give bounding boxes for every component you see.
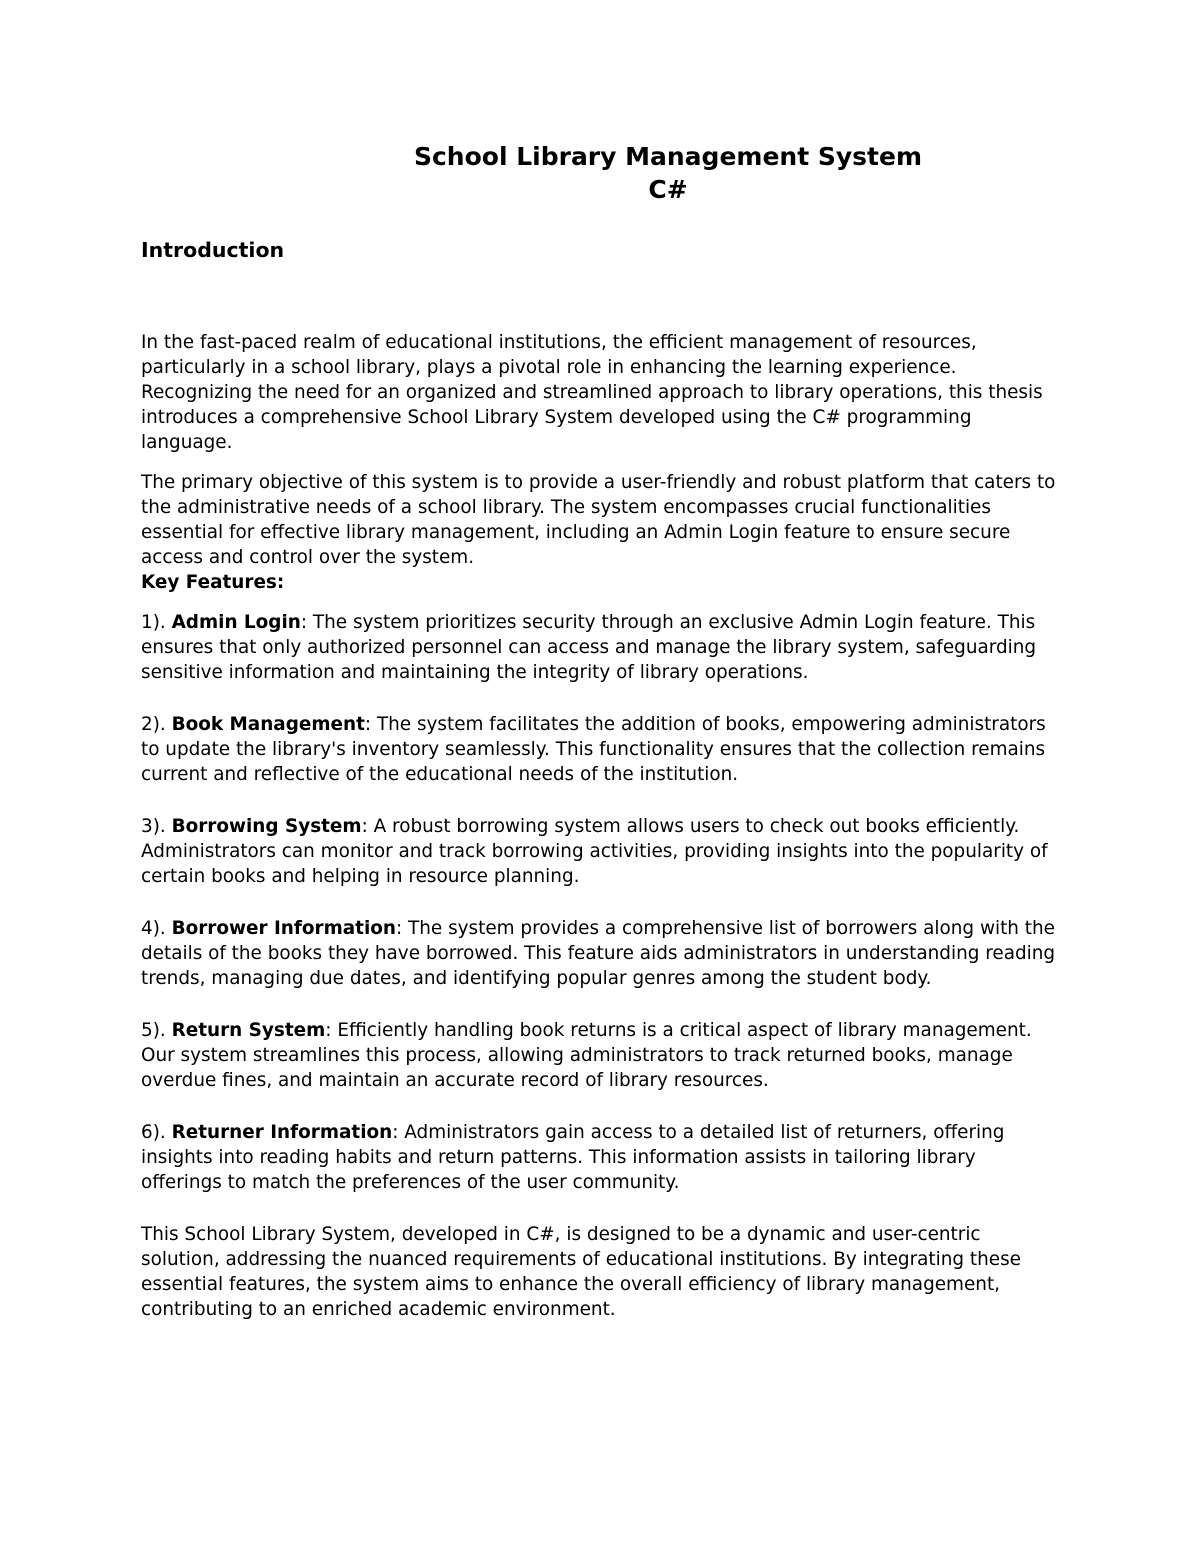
feature-name: Admin Login: [171, 612, 301, 633]
feature-description: : The system prioritizes security through an exclusive Admin Login feature. This ensures that only authorized personnel can access and manage the library system, safeguarding sensitive information and maintaining the integrity of library operations.: [141, 612, 1037, 683]
document-title: School Library Management System: [413, 142, 923, 171]
key-features-heading: Key Features:: [141, 572, 285, 593]
feature-name: Borrowing System: [171, 816, 362, 837]
feature-name: Borrower Information: [171, 918, 396, 939]
intro-paragraph: In the fast-paced realm of educational institutions, the efficient management of resources, particularly in a school library, plays a pivotal role in enhancing the learning experience. Recognizing the need for an organized and streamlined approach to library operations, this thesis introduces a comprehensive School Library System developed using the C# programming language.: [141, 332, 1043, 453]
feature-name: Book Management: [171, 714, 365, 735]
document-body: [141, 236, 1061, 1322]
closing-paragraph: This School Library System, developed in C#, is designed to be a dynamic and user-centric solution, addressing the nuanced requirements of educational institutions. By integrating these essential features, the system aims to enhance the overall efficiency of library management, contributing to an enriched academic environment.: [141, 1224, 1021, 1320]
feature-number: 6).: [141, 1122, 172, 1143]
feature-number: 1).: [141, 612, 172, 633]
feature-item-returner-information: [141, 1120, 1061, 1195]
feature-name: Returner Information: [171, 1122, 393, 1143]
feature-number: 4).: [141, 918, 172, 939]
feature-description: : The system provides a comprehensive list of borrowers along with the details of the books they have borrowed. This feature aids administrators in understanding reading trends, managing due dates, and identifying popular genres among the student body.: [141, 918, 1056, 989]
feature-item-return-system: [141, 1018, 1061, 1093]
feature-item-admin-login: [141, 610, 1061, 685]
document-subtitle: C#: [648, 175, 688, 204]
feature-item-book-management: [141, 712, 1061, 787]
feature-item-borrower-information: [141, 916, 1061, 991]
title-block: [0, 140, 1200, 206]
feature-description: : A robust borrowing system allows users to check out books efficiently. Administrators can monitor and track borrowing activities, providing insights into the popularity of certain books and helping in resource planning.: [141, 816, 1048, 887]
feature-number: 2).: [141, 714, 172, 735]
feature-item-borrowing-system: [141, 814, 1061, 889]
feature-description: : Efficiently handling book returns is a critical aspect of library management. Our system streamlines this process, allowing administrators to track returned books, manage overdue fines, and maintain an accurate record of library resources.: [141, 1020, 1032, 1091]
feature-name: Return System: [171, 1020, 326, 1041]
feature-description: : Administrators gain access to a detailed list of returners, offering insights into reading habits and return patterns. This information assists in tailoring library offerings to match the preferences of the user community.: [141, 1122, 1005, 1193]
section-heading-introduction: Introduction: [141, 238, 285, 262]
intro-paragraph: The primary objective of this system is to provide a user-friendly and robust platform that caters to the administrative needs of a school library. The system encompasses crucial functionalities essential for effective library management, including an Admin Login feature to ensure secure access and control over the system.: [141, 472, 1056, 568]
feature-number: 5).: [141, 1020, 172, 1041]
feature-number: 3).: [141, 816, 172, 837]
feature-description: : The system facilitates the addition of books, empowering administrators to update the library's inventory seamlessly. This functionality ensures that the collection remains current and reflective of the educational needs of the institution.: [141, 714, 1046, 785]
